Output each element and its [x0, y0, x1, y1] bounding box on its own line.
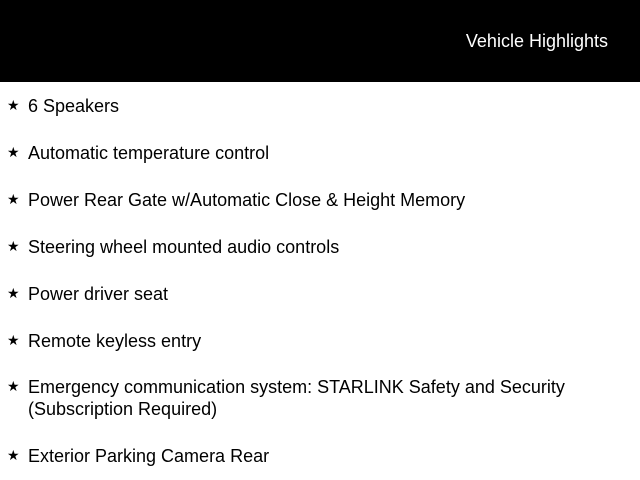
list-item-label: Automatic temperature control — [28, 143, 270, 163]
list-item-label: 6 Speakers — [28, 96, 120, 116]
star-icon: ★ — [7, 238, 20, 254]
star-icon: ★ — [7, 447, 20, 463]
star-icon: ★ — [7, 285, 20, 301]
header-bar — [0, 0, 640, 82]
star-icon: ★ — [7, 144, 20, 160]
list-item-label: Remote keyless entry — [28, 331, 202, 351]
list-item-label: Power driver seat — [28, 284, 169, 304]
page-title: Vehicle Highlights — [465, 31, 608, 51]
list-item-label: Emergency communication system: STARLINK Safety and Security (Subscription Required) — [28, 377, 565, 419]
list-item-label: Steering wheel mounted audio controls — [28, 237, 340, 257]
list-item-label: Power Rear Gate w/Automatic Close & Height Memory — [28, 190, 466, 210]
star-icon: ★ — [7, 378, 20, 394]
star-icon: ★ — [7, 97, 20, 113]
list-item-label: Exterior Parking Camera Rear — [28, 446, 270, 466]
star-icon: ★ — [7, 332, 20, 348]
star-icon: ★ — [7, 191, 20, 207]
